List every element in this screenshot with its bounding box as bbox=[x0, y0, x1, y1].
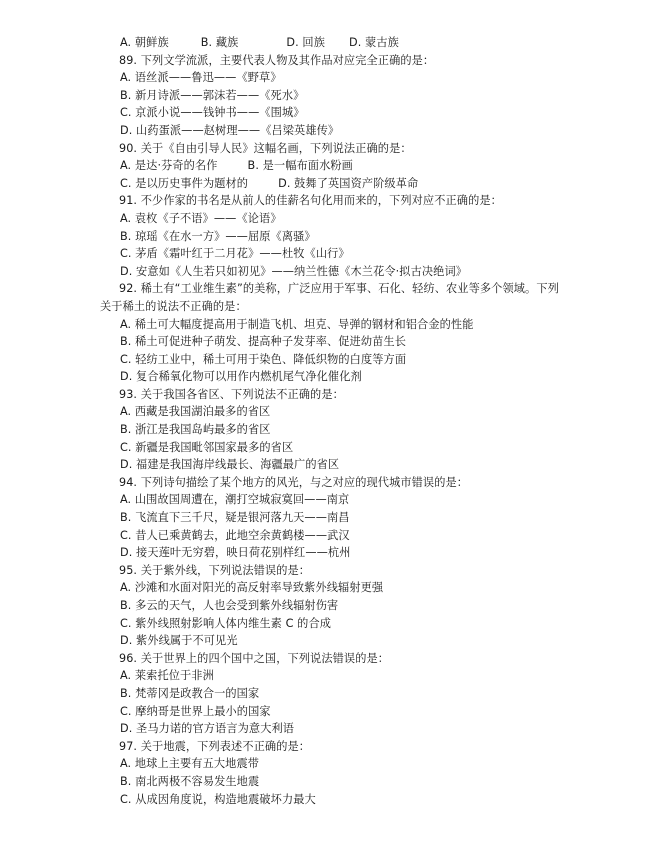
answer-option: A. 西藏是我国湖泊最多的省区 bbox=[120, 405, 271, 419]
answer-option: D. 圣马力诺的官方语言为意大利语 bbox=[120, 722, 295, 736]
answer-option: B. 飞流直下三千尺，疑是银河落九天——南昌 bbox=[120, 511, 350, 525]
question-stem: 97. 关于地震，下列表述不正确的是： bbox=[119, 739, 311, 753]
answer-option: A. 是达·芬奇的名作 bbox=[120, 159, 218, 173]
answer-option: B. 是一幅布面水粉画 bbox=[247, 159, 353, 173]
answer-option: D. 山药蛋派——赵树理——《吕梁英雄传》 bbox=[120, 123, 340, 137]
answer-option: C. 新疆是我国毗邻国家最多的省区 bbox=[120, 440, 294, 454]
answer-option: A. 沙滩和水面对阳光的高反射率导致紫外线辐射更强 bbox=[120, 581, 384, 595]
answer-option: D. 复合稀氧化物可以用作内燃机尾气净化催化剂 bbox=[120, 370, 362, 384]
answer-option: B. 南北两极不容易发生地震 bbox=[120, 774, 260, 788]
question-stem: 95. 关于紫外线，下列说法错误的是： bbox=[119, 563, 311, 577]
answer-option: B. 浙江是我国岛屿最多的省区 bbox=[120, 423, 271, 437]
answer-options-row bbox=[120, 157, 612, 175]
answer-option: B. 琼瑶《在水一方》——屈原《离骚》 bbox=[120, 229, 316, 243]
question-stem: 90. 关于《自由引导人民》这幅名画，下列说法正确的是： bbox=[119, 141, 412, 155]
answer-option: B. 多云的天气，人也会受到紫外线辐射伤害 bbox=[120, 599, 339, 612]
answer-option: C. 从成因角度说，构造地震破坏力最大 bbox=[120, 792, 316, 806]
answer-option: B. 稀土可促进种子萌发、提高种子发芽率、促进幼苗生长 bbox=[120, 335, 406, 349]
answer-option: D. 紫外线属于不可见光 bbox=[120, 634, 238, 648]
answer-option: D. 回族 bbox=[286, 36, 326, 49]
answer-option: B. 新月诗派——郭沫若——《死水》 bbox=[120, 88, 305, 102]
answer-option: C. 是以历史事件为题材的 bbox=[120, 176, 249, 190]
question-stem: 93. 关于我国各省区、下列说法不正确的是： bbox=[119, 387, 344, 401]
question-stem: 96. 关于世界上的四个国中之国，下列说法错误的是： bbox=[119, 651, 390, 665]
answer-options-row bbox=[120, 34, 612, 52]
answer-option: D. 蒙古族 bbox=[349, 36, 399, 49]
answer-option: A. 山围故国周遭在，潮打空城寂寞回——南京 bbox=[120, 493, 350, 507]
answer-option: A. 地球上主要有五大地震带 bbox=[120, 757, 260, 771]
answer-option: C. 昔人已乘黄鹤去，此地空余黄鹤楼——武汉 bbox=[120, 528, 350, 542]
question-stem: 92. 稀土有“工业维生素”的美称，广泛应用于军事、石化、轻纺、农业等多个领域。下列 bbox=[119, 282, 559, 296]
answer-option: D. 接天莲叶无穷碧，映日荷花别样红——杭州 bbox=[120, 546, 351, 560]
answer-option: C. 茅盾《霜叶红于二月花》——杜牧《山行》 bbox=[120, 247, 350, 261]
answer-option: C. 摩纳哥是世界上最小的国家 bbox=[120, 704, 271, 718]
answer-options-row bbox=[120, 175, 612, 193]
question-stem-continuation: 关于稀土的说法不正确的是： bbox=[100, 299, 247, 313]
answer-option: C. 京派小说——钱钟书——《围城》 bbox=[120, 106, 305, 120]
answer-option: A. 稀土可大幅度提高用于制造飞机、坦克、导弹的钢材和铝合金的性能 bbox=[120, 317, 474, 331]
question-stem: 94. 下列诗句描绘了某个地方的风光，与之对应的现代城市错误的是： bbox=[119, 475, 469, 489]
answer-option: A. 语丝派——鲁迅——《野草》 bbox=[120, 71, 282, 85]
answer-option: B. 梵蒂冈是政教合一的国家 bbox=[120, 686, 260, 700]
answer-option: B. 藏族 bbox=[200, 36, 239, 49]
answer-option: C. 紫外线照射影响人体内维生素 C 的合成 bbox=[120, 616, 332, 630]
question-stem: 91. 不少作家的书名是从前人的佳薪名句化用而来的，下列对应不正确的是： bbox=[119, 194, 502, 208]
answer-option: C. 轻纺工业中，稀土可用于染色、降低织物的白度等方面 bbox=[120, 352, 407, 366]
answer-option: A. 莱索托位于非洲 bbox=[120, 669, 214, 683]
answer-option: D. 安意如《人生若只如初见》——纳兰性德《木兰花令·拟古决绝词》 bbox=[120, 264, 468, 278]
answer-option: A. 袁枚《子不语》——《论语》 bbox=[120, 211, 282, 225]
answer-option: A. 朝鲜族 bbox=[120, 36, 169, 49]
answer-option: D. 鼓舞了英国资产阶级革命 bbox=[278, 176, 419, 190]
answer-option: D. 福建是我国海岸线最长、海疆最广的省区 bbox=[120, 458, 340, 472]
question-stem: 89. 下列文学流派，主要代表人物及其作品对应完全正确的是： bbox=[119, 53, 435, 67]
